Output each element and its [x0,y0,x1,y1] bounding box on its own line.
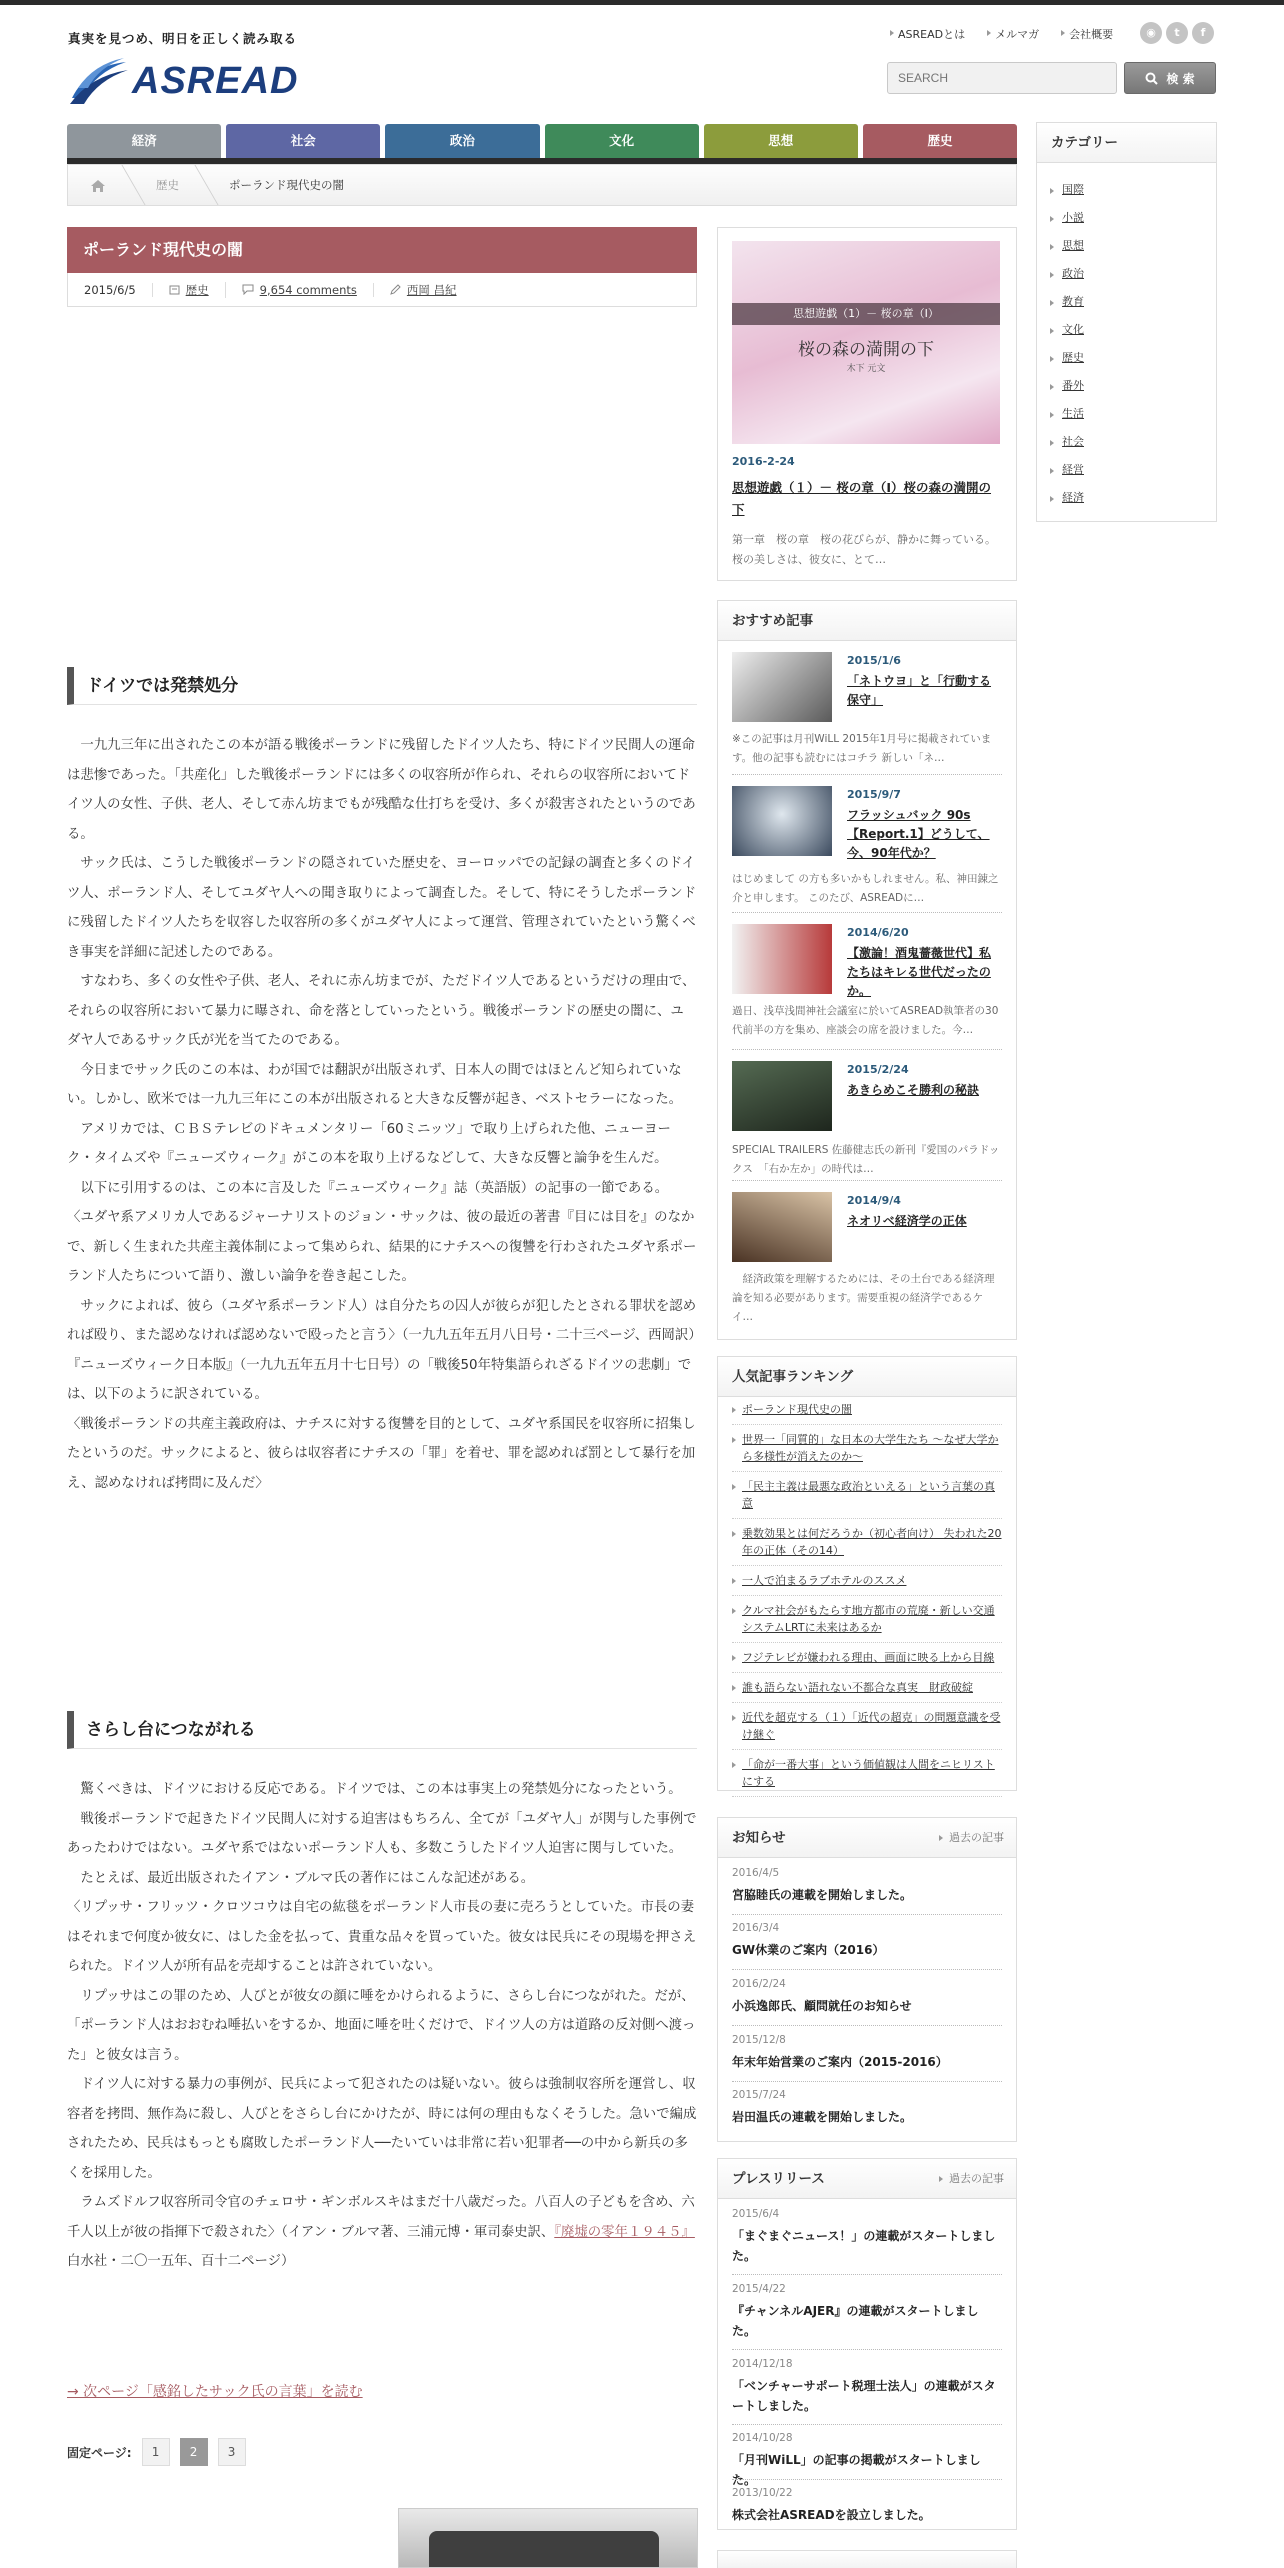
featured-image-band: 思想遊戯（1）－ 桜の章（Ⅰ） [732,303,1000,325]
divider [732,2349,1002,2350]
press-title[interactable]: 「まぐまぐニュース！」の連載がスタートしました。 [732,2229,996,2263]
recommended-thumb [732,1192,832,1262]
post-title: ポーランド現代史の闇 [67,227,697,273]
press-item[interactable] [732,2432,1002,2490]
search-input[interactable] [887,62,1117,94]
ranking-item[interactable]: 「民主主義は最悪な政治といえる」という言葉の真意 [732,1478,1002,1519]
category-item[interactable]: 生活 [1050,400,1210,428]
paragraph: 〈リプッサ・フリッツ・クロツコウは自宅の紘毯をポーランド人市長の妻に売ろうとしていた。市長の妻はそれまで何度か彼女に、はした金を払って、貴重な品々を買っていた。彼女は民兵にその現場を押さえられた。ドイツ人が所有品を売却することは許されていない。 [67,1900,697,1974]
divider [732,1049,1002,1050]
recommended-heading: おすすめ記事 [718,601,1016,641]
press-item[interactable] [732,2487,1002,2525]
nav-item-history[interactable]: 歴史 [863,124,1017,158]
notice-title[interactable]: 宮脇睦氏の連載を開始しました。 [732,1888,913,1902]
recommended-date: 2014/9/4 [847,1194,901,1207]
ranking-item[interactable]: 誰も語らない語れない不都合な真実 財政破綻 [732,1679,1002,1703]
top-bar [0,0,1284,5]
post-date-text: 2015/6/5 [84,282,136,297]
press-date: 2015/4/22 [732,2283,786,2295]
post-author [374,282,473,298]
social-links [1140,22,1214,44]
featured-date: 2016-2-24 [732,455,795,468]
paragraph: 〈戦後ポーランドの共産主義政府は、ナチスに対する復讐を目的として、ユダヤ系国民を収容所に招集したというのだ。サックによると、彼らは収容者にナチスの「罪」を着せ、罪を認めれば罰として暴行を加え、認めなければ拷問に及んだ〉 [67,1416,696,1491]
recommended-title[interactable]: 【激論！酒鬼薔薇世代】私たちはキレる世代だったのか。 [847,946,992,998]
paragraph: サックによれば、彼ら（ユダヤ系ポーランド人）は自分たちの囚人が彼らが犯したとされる罪状を認めれば殴り、また認めなければ認めないで殴ったと言う〉（一九九五年五月八日号・二十三ページ、西岡訳） [67,1298,702,1343]
notice-item[interactable] [732,1867,1002,1905]
post-category [153,282,226,298]
divider [732,2081,1002,2082]
post-comments [226,283,374,297]
featured-image-title: 桜の森の満開の下 [798,340,934,360]
paragraph: ドイツ人に対する暴力の事例が、民兵によって犯されたのは疑いない。彼らは強制収容所を運営し、収容者を拷問、無作為に殺し、人びとをさらし台にかけたが、時には何の理由もなくそうした。急いで編成されたため、民兵はもっとも腐敗したポーランド人──たいていは非常に若い犯罪者──の中から新兵の多くを採用した。 [67,2077,697,2181]
press-item[interactable] [732,2208,1002,2266]
press-date: 2014/10/28 [732,2432,793,2444]
paragraph: 戦後ポーランドで起きたドイツ民間人に対する迫害はもちろん、全てが「ユダヤ人」が関与した事例であったわけではない。ユダヤ系ではないポーランド人も、多数こうしたドイツ人迫害に関与していた。 [67,1811,697,1856]
paragraph: 以下に引用するのは、この本に言及した『ニューズウィーク』誌（英語版）の記事の一節である。 [67,1180,669,1196]
section-heading-2: さらし台につながれる [67,1711,697,1749]
breadcrumb-home[interactable] [68,165,134,205]
breadcrumb-current: ポーランド現代史の闇 [229,178,344,192]
divider [732,774,1002,775]
category-item[interactable]: 番外 [1050,372,1210,400]
book-link[interactable]: 『廃墟の零年１９４５』 [554,2224,695,2240]
page-link[interactable]: 3 [218,2438,246,2466]
notice-date: 2016/2/24 [732,1978,786,1990]
divider [732,1969,1002,1970]
featured-image[interactable] [732,241,1000,444]
notice-date: 2016/4/5 [732,1867,780,1879]
author-image [398,2508,698,2568]
home-icon [90,179,106,193]
paragraph: サック氏は、こうした戦後ポーランドの隠されていた歴史を、ヨーロッパでの記録の調査と多くのドイツ人、ポーランド人、そしてユダヤ人への聞き取りによって調査した。そして、特にそうしたポーランドに残留したドイツ人たちを収容した収容所の多くがユダヤ人によって運営、管理されていたという驚くべき事実を詳細に記述したのである。 [67,856,697,960]
recommended-date: 2015/2/24 [847,1063,909,1076]
press-date: 2014/12/18 [732,2358,793,2370]
comment-icon [242,284,254,295]
featured-title[interactable]: 思想遊戯（１）－ 桜の章（Ⅰ）桜の森の満開の下 [732,480,992,517]
paragraph [67,2188,697,2277]
section-1-body [67,731,702,1498]
paragraph: アメリカでは、ＣＢＳテレビのドキュメンタリー「60ミニッツ」で取り上げられた他、ニューヨーク・タイムズや『ニューズウィーク』がこの本を取り上げるなどして、大きな反響と論争を生んだ。 [67,1121,671,1166]
next-page-link[interactable]: → 次ページ「感銘したサック氏の言葉」を読む [67,2384,363,2400]
recommended-date: 2014/6/20 [847,926,909,939]
nav-item-culture[interactable]: 文化 [545,124,699,158]
post-date [68,283,153,297]
notices-past-link[interactable]: 過去の記事 [939,1818,1004,1858]
ranking-item[interactable]: フジテレビが嫌われる理由、画面に映る上から目線 [732,1649,1002,1673]
category-item[interactable]: 教育 [1050,288,1210,316]
top-link-company[interactable]: 会社概要 [1061,26,1113,42]
featured-image-author: 木下 元文 [846,364,886,374]
notices-heading-text: お知らせ [732,1830,786,1846]
recommended-thumb [732,652,832,722]
paragraph: 一九九三年に出されたこの本が語る戦後ポーランドに残留したドイツ人たち、特にドイツ民間人の運命は悲惨であった。「共産化」した戦後ポーランドには多くの収容所が作られ、それらの収容所においてドイツ人の女性、子供、老人、そして赤ん坊までもが残酷な仕打ちを受け、多くが殺害されたというのである。 [67,738,696,842]
press-item[interactable] [732,2358,1002,2416]
category-item[interactable]: 経営 [1050,456,1210,484]
notices-heading [718,1818,1016,1858]
pager-label: 固定ページ: [67,2445,132,2460]
ranking-item[interactable]: クルマ社会がもたらす地方都市の荒廃・新しい交通システムLRTに未来はあるか [732,1602,1002,1643]
category-item[interactable]: 国際 [1050,176,1210,204]
notice-date: 2015/12/8 [732,2034,786,2046]
post-comments-link[interactable]: 9,654 comments [259,282,357,297]
site-tagline: 真実を見つめ、明日を正しく読み取る [68,31,298,46]
search-icon [1145,72,1158,85]
site-logo[interactable] [68,58,318,106]
book-tail: 白水社・二〇一五年、百十二ページ） [67,2254,295,2269]
breadcrumb-category[interactable]: 歴史 [134,165,207,205]
ranking-item[interactable]: ポーランド現代史の闇 [732,1401,1002,1425]
nav-item-politics[interactable]: 政治 [385,124,539,158]
category-list [1050,176,1210,512]
notice-item[interactable] [732,2034,1002,2072]
ranking-item[interactable]: 乗数効果とは何だろうか（初心者向け） 失われた20年の正体（その14） [732,1525,1002,1566]
recommended-thumb [732,786,832,856]
recommended-excerpt: SPECIAL TRAILERS 佐藤健志氏の新刊『愛国のパラドックス 「右か左か」の時代は… [732,1144,1000,1175]
recommended-title[interactable]: あきらめこそ勝利の秘訣 [847,1083,980,1097]
paragraph: 〈ユダヤ系アメリカ人であるジャーナリストのジョン・サックは、彼の最近の著書『目には目を』のなかで、新しく生まれた共産主義体制によって集められ、結果的にナチスへの復讐を行わされたユダヤ系ポーランド人たちについて語り、激しい論争を巻き起こした。 [67,1210,697,1284]
press-title[interactable]: 株式会社ASREADを設立しました。 [732,2508,931,2522]
recommended-excerpt: 経済政策を理解するためには、その土台である経済理論を知る必要があります。需要重視の経済学であるケイ… [732,1273,995,1323]
twitter-icon[interactable]: t [1166,22,1188,44]
paragraph: 今日までサック氏のこの本は、わが国では翻訳が出版されず、日本人の間ではほとんど知られていない。しかし、欧米では一九九三年にこの本が出版されると大きな反響が起き、ベストセラーになった。 [67,1062,683,1107]
post-category-link[interactable]: 歴史 [185,282,209,297]
divider [732,2025,1002,2026]
recommended-thumb [732,1061,832,1131]
recommended-title[interactable]: 「ネトウヨ」と「行動する保守」 [847,674,992,707]
category-item[interactable]: 文化 [1050,316,1210,344]
paragraph: 驚くべきは、ドイツにおける反応である。ドイツでは、この本は事実上の発禁処分になったという。 [67,1782,682,1797]
breadcrumb [67,164,1017,206]
paragraph-text: ラムズドルフ収容所司令官のチェロサ・ギンボルスキはまだ十八歳だった。八百人の子どもを含め、六千人以上が彼の指揮下で殺された〉（イアン・ブルマ著、三浦元博・軍司泰史訳、 [67,2195,695,2240]
section-heading-1: ドイツでは発禁処分 [67,667,697,705]
categories-heading: カテゴリー [1037,123,1216,163]
logo-text: ASREAD [132,60,299,102]
featured-excerpt: 第一章 桜の章 桜の花びらが、静かに舞っている。 桜の美しさは、彼女に、とて… [732,533,1002,566]
divider [732,1914,1002,1915]
notice-item[interactable] [732,1978,1002,2016]
press-heading [718,2159,1016,2199]
folder-icon [169,284,180,295]
top-link-about[interactable]: ASREADとは [890,26,965,42]
notice-item[interactable] [732,1922,1002,1960]
paragraph: リプッサはこの罪のため、人びとが彼女の顔に唾をかけられるように、さらし台につながれた。だが、「ポーランド人はおおむね唾払いをするか、地面に唾を吐くだけで、ドイツ人の方は道路の反対側へ渡った」と彼女は言う。 [67,1988,696,2063]
paragraph: すなわち、多くの女性や子供、老人、それに赤ん坊までが、ただドイツ人であるというだけの理由で、それらの収容所において暴力に曝され、命を落としていったという。戦後ポーランドの歴史の闇に、ユダヤ人であるサック氏が光を当てたのである。 [67,974,696,1048]
pencil-icon [390,284,401,295]
page-link[interactable]: 1 [142,2438,170,2466]
ranking-item[interactable]: 世界一「同質的」な日本の大学生たち 〜なぜ大学から多様性が消えたのか〜 [732,1431,1002,1472]
recommended-excerpt: はじめまして の方も多いかもしれません。私、神田錬之介と申します。 このたび、ASREADに… [732,873,999,904]
next-sidebar-box [717,2550,1017,2568]
logo-swoosh-icon [68,58,130,106]
paragraph: たとえば、最近出版されたイアン・ブルマ氏の著作にはこんな記述がある。 [67,1870,535,1886]
recommended-date: 2015/9/7 [847,788,901,801]
press-date: 2015/6/4 [732,2208,780,2220]
category-item[interactable]: 政治 [1050,260,1210,288]
category-item[interactable]: 歴史 [1050,344,1210,372]
divider [732,1180,1002,1181]
nav-item-society[interactable]: 社会 [226,124,380,158]
nav-item-thought[interactable]: 思想 [704,124,858,158]
divider [732,2424,1002,2425]
press-heading-text: プレスリリース [732,2171,825,2187]
recommended-thumb [732,924,832,994]
recommended-title[interactable]: ネオリベ経済学の正体 [847,1214,967,1228]
paragraph: 『ニューズウィーク日本版』（一九九五年五月十七日号）の「戦後50年特集語られざるドイツの悲劇」では、以下のように訳されている。 [67,1357,692,1402]
ranking-item[interactable]: 近代を超克する（１）「近代の超克」の問題意識を受け継ぐ [732,1709,1002,1750]
recommended-excerpt: 過日、浅草浅間神社会議室に於いてASREAD執筆者の30代前半の方を集め、座談会の席を設けました。今… [732,1005,999,1036]
divider [732,2479,1002,2480]
notice-date: 2016/3/4 [732,1922,780,1934]
post-meta [67,273,697,307]
divider [732,912,1002,913]
press-past-link[interactable]: 過去の記事 [939,2159,1004,2199]
section-2-body [67,1775,697,2277]
page-current: 2 [180,2438,208,2466]
press-title[interactable]: 「月刊WiLL」の記事の掲載がスタートしました。 [732,2453,981,2487]
press-date: 2013/10/22 [732,2487,793,2499]
notice-item[interactable] [732,2089,1002,2127]
recommended-date: 2015/1/6 [847,654,901,667]
notice-date: 2015/7/24 [732,2089,786,2101]
press-title[interactable]: 「ベンチャーサポート税理士法人」の連載がスタートしました。 [732,2379,996,2413]
notice-title[interactable]: 年末年始営業のご案内（2015-2016） [732,2055,948,2069]
facebook-icon[interactable]: f [1192,22,1214,44]
divider [732,2274,1002,2275]
category-item[interactable]: 経済 [1050,484,1210,512]
pagination [67,2438,246,2466]
notice-title[interactable]: 岩田温氏の連載を開始しました。 [732,2110,913,2124]
press-item[interactable] [732,2283,1002,2341]
ranking-heading: 人気記事ランキング [718,1357,1016,1397]
post-author-link[interactable]: 西岡 昌紀 [406,282,457,297]
ranking-item[interactable]: 「命が一番大事」という価値観は人間をニヒリストにする [732,1756,1002,1797]
rss-icon[interactable]: ◉ [1140,22,1162,44]
search-button-label: 検 索 [1166,71,1195,86]
ranking-list [732,1401,1002,1803]
category-item[interactable]: 社会 [1050,428,1210,456]
notice-title[interactable]: 小浜逸郎氏、顧問就任のお知らせ [732,1999,912,2013]
press-title[interactable]: 『チャンネルAJER』の連載がスタートしました。 [732,2304,979,2338]
category-item[interactable]: 小説 [1050,204,1210,232]
ranking-item[interactable]: 一人で泊まるラブホテルのススメ [732,1572,1002,1596]
recommended-excerpt: ※この記事は月刊WiLL 2015年1月号に掲載されています。他の記事も読むにはコチラ 新しい「ネ… [732,733,992,764]
recommended-title[interactable]: フラッシュバック 90s【Report.1】どうして、今、90年代か？ [847,808,990,860]
category-item[interactable]: 思想 [1050,232,1210,260]
top-links [890,26,1113,42]
nav-item-economy[interactable]: 経済 [67,124,221,158]
top-link-mailmag[interactable]: メルマガ [987,26,1039,42]
notice-title[interactable]: GW休業のご案内（2016） [732,1943,885,1957]
search-button[interactable] [1124,62,1216,94]
